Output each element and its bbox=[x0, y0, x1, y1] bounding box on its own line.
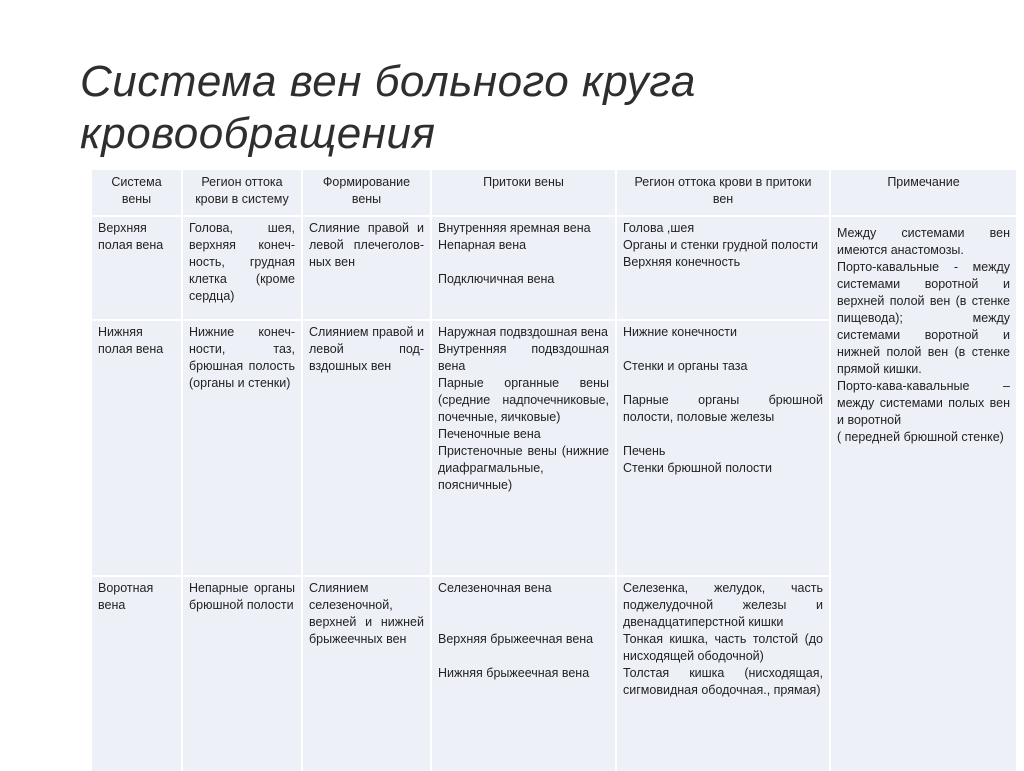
slide-title-line-2: кровообращения bbox=[80, 109, 436, 158]
tributary-region-line: Верхняя конечность bbox=[623, 255, 741, 269]
tributary-line: Нижняя брыжеечная вена bbox=[438, 666, 590, 680]
tributary-region-line: Стенки брюшной полости bbox=[623, 461, 773, 475]
cell-system: Воротная вена bbox=[91, 576, 182, 771]
cell-tributaries bbox=[431, 216, 616, 320]
slide-title bbox=[80, 56, 980, 160]
cell-tributary-regions bbox=[616, 216, 830, 320]
header-tributaries: Притоки вены bbox=[431, 170, 616, 216]
tributary-line: Пристеночные вены (нижние диафрагмальные, поясничные) bbox=[438, 444, 609, 492]
note-line: Между системами вен имеются анастомозы. bbox=[837, 226, 1010, 257]
tributary-line: Парные органные вены (средние надпочечниковые, почечные, яичковые) bbox=[438, 376, 609, 424]
tributary-line: Подключичная вена bbox=[438, 272, 555, 286]
header-note: Примечание bbox=[830, 170, 1017, 216]
note-line: Порто-кава-кавальные – между системами полых вен и воротной bbox=[837, 379, 1010, 427]
tributary-line: Внутренняя подвздошная вена bbox=[438, 342, 609, 373]
table-row bbox=[91, 216, 1017, 320]
tributary-region-line: Органы и стенки грудной полости bbox=[623, 238, 818, 252]
tributary-region-line: Стенки и органы таза bbox=[623, 359, 748, 373]
cell-formation: Слиянием правой и левой под-вздошных вен bbox=[302, 320, 431, 576]
note-line: Порто-кавальные - между системами воротной и верхней полой вен (в стенке пищевода); между системами воротной и нижней полой вен (в стенке прямой кишки. bbox=[837, 260, 1010, 376]
tributary-line: Непарная вена bbox=[438, 238, 527, 252]
veins-table bbox=[90, 170, 1018, 771]
cell-region: Непарные органы брюшной полости bbox=[182, 576, 302, 771]
tributary-region-line: Печень bbox=[623, 444, 666, 458]
tributary-region-line: Голова ,шея bbox=[623, 221, 695, 235]
cell-region: Нижние конеч-ности, таз, брюшная полость (органы и стенки) bbox=[182, 320, 302, 576]
slide-title-line-1: Система вен больного круга bbox=[80, 57, 696, 106]
header-formation: Формирование вены bbox=[302, 170, 431, 216]
note-line: ( передней брюшной стенке) bbox=[837, 430, 1004, 444]
cell-note bbox=[830, 216, 1017, 771]
tributary-region-line: Толстая кишка (нисходящая, сигмовидная ободочная., прямая) bbox=[623, 666, 823, 697]
header-region: Регион оттока крови в систему bbox=[182, 170, 302, 216]
tributary-region-line: Нижние конечности bbox=[623, 325, 738, 339]
header-system: Система вены bbox=[91, 170, 182, 216]
tributary-line: Селезеночная вена bbox=[438, 581, 552, 595]
tributary-line: Верхняя брыжеечная вена bbox=[438, 632, 594, 646]
cell-formation: Слияние правой и левой плечеголов-ных вен bbox=[302, 216, 431, 320]
header-row bbox=[91, 170, 1017, 216]
cell-formation: Слиянием селезеночной, верхней и нижней брыжеечных вен bbox=[302, 576, 431, 771]
cell-system: Нижняя полая вена bbox=[91, 320, 182, 576]
header-tributary-regions: Регион оттока крови в притоки вен bbox=[616, 170, 830, 216]
cell-tributaries bbox=[431, 320, 616, 576]
cell-tributary-regions bbox=[616, 320, 830, 576]
cell-region: Голова, шея, верхняя конеч-ность, грудная клетка (кроме сердца) bbox=[182, 216, 302, 320]
tributary-region-line: Тонкая кишка, часть толстой (до нисходящей ободочной) bbox=[623, 632, 823, 663]
tributary-line: Внутренняя яремная вена bbox=[438, 221, 591, 235]
cell-tributaries bbox=[431, 576, 616, 771]
cell-tributary-regions bbox=[616, 576, 830, 771]
tributary-line: Печеночные вена bbox=[438, 427, 541, 441]
tributary-region-line: Селезенка, желудок, часть поджелудочной железы и двенадцатиперстной кишки bbox=[623, 581, 823, 629]
tributary-region-line: Парные органы брюшной полости, половые железы bbox=[623, 393, 823, 424]
tributary-line: Наружная подвздошная вена bbox=[438, 325, 609, 339]
cell-system: Верхняя полая вена bbox=[91, 216, 182, 320]
